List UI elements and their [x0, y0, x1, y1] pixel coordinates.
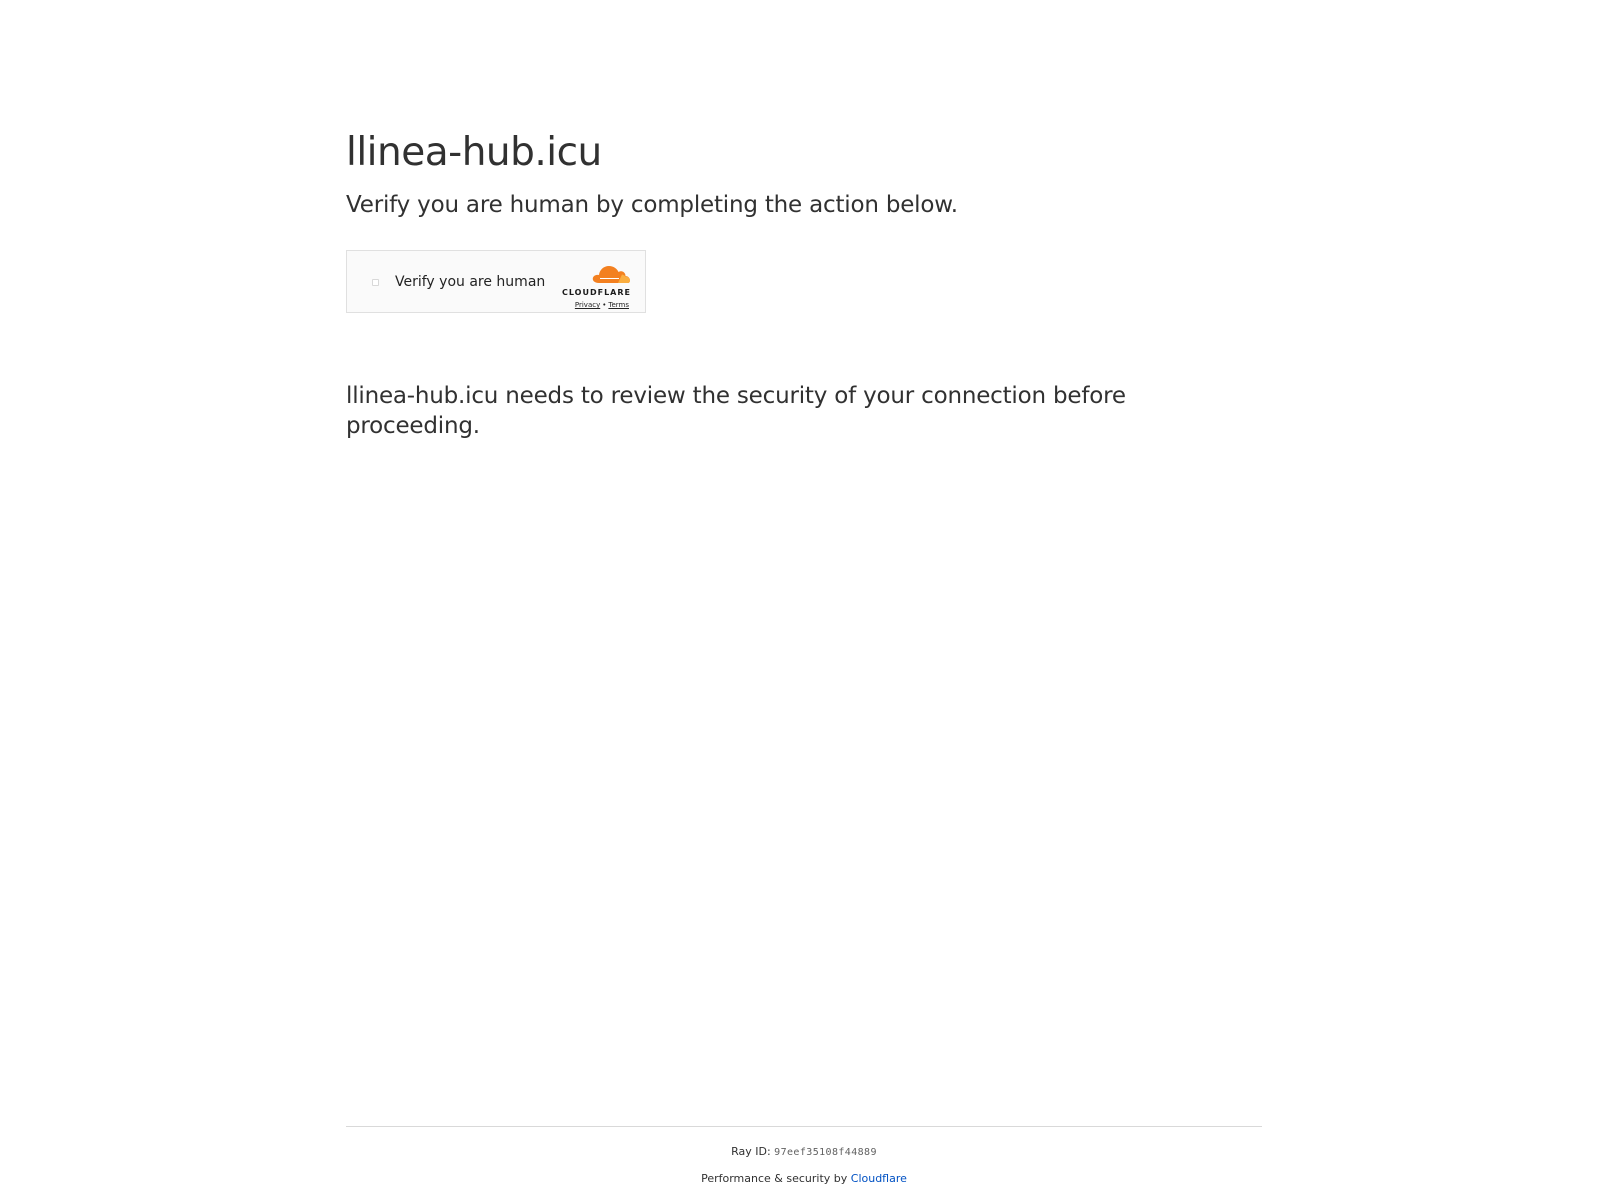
ray-id-line — [346, 1145, 1262, 1160]
performance-text: Performance & security by — [701, 1172, 848, 1185]
page-subtitle: Verify you are human by completing the action below. — [346, 192, 958, 218]
ray-id-value: 97eef35108f44889 — [774, 1147, 877, 1158]
footer — [346, 1126, 1262, 1186]
cloudflare-link[interactable]: Cloudflare — [850, 1172, 907, 1185]
verify-checkbox[interactable] — [372, 279, 379, 286]
link-separator: • — [602, 301, 607, 309]
cloudflare-cloud-icon — [591, 262, 631, 284]
terms-link[interactable]: Terms — [608, 301, 629, 309]
turnstile-widget[interactable] — [346, 250, 646, 313]
ray-id-label: Ray ID: — [731, 1145, 771, 1158]
verify-label[interactable]: Verify you are human — [395, 274, 546, 290]
cloudflare-branding — [551, 261, 631, 309]
performance-line — [346, 1172, 1262, 1186]
security-review-message: llinea-hub.icu needs to review the security of your connection before proceeding. — [346, 383, 1126, 439]
page-title: llinea-hub.icu — [346, 130, 602, 175]
cloudflare-wordmark: CLOUDFLARE — [562, 288, 631, 297]
main-content — [346, 130, 1262, 441]
privacy-link[interactable]: Privacy — [574, 301, 601, 309]
widget-links — [575, 301, 629, 309]
